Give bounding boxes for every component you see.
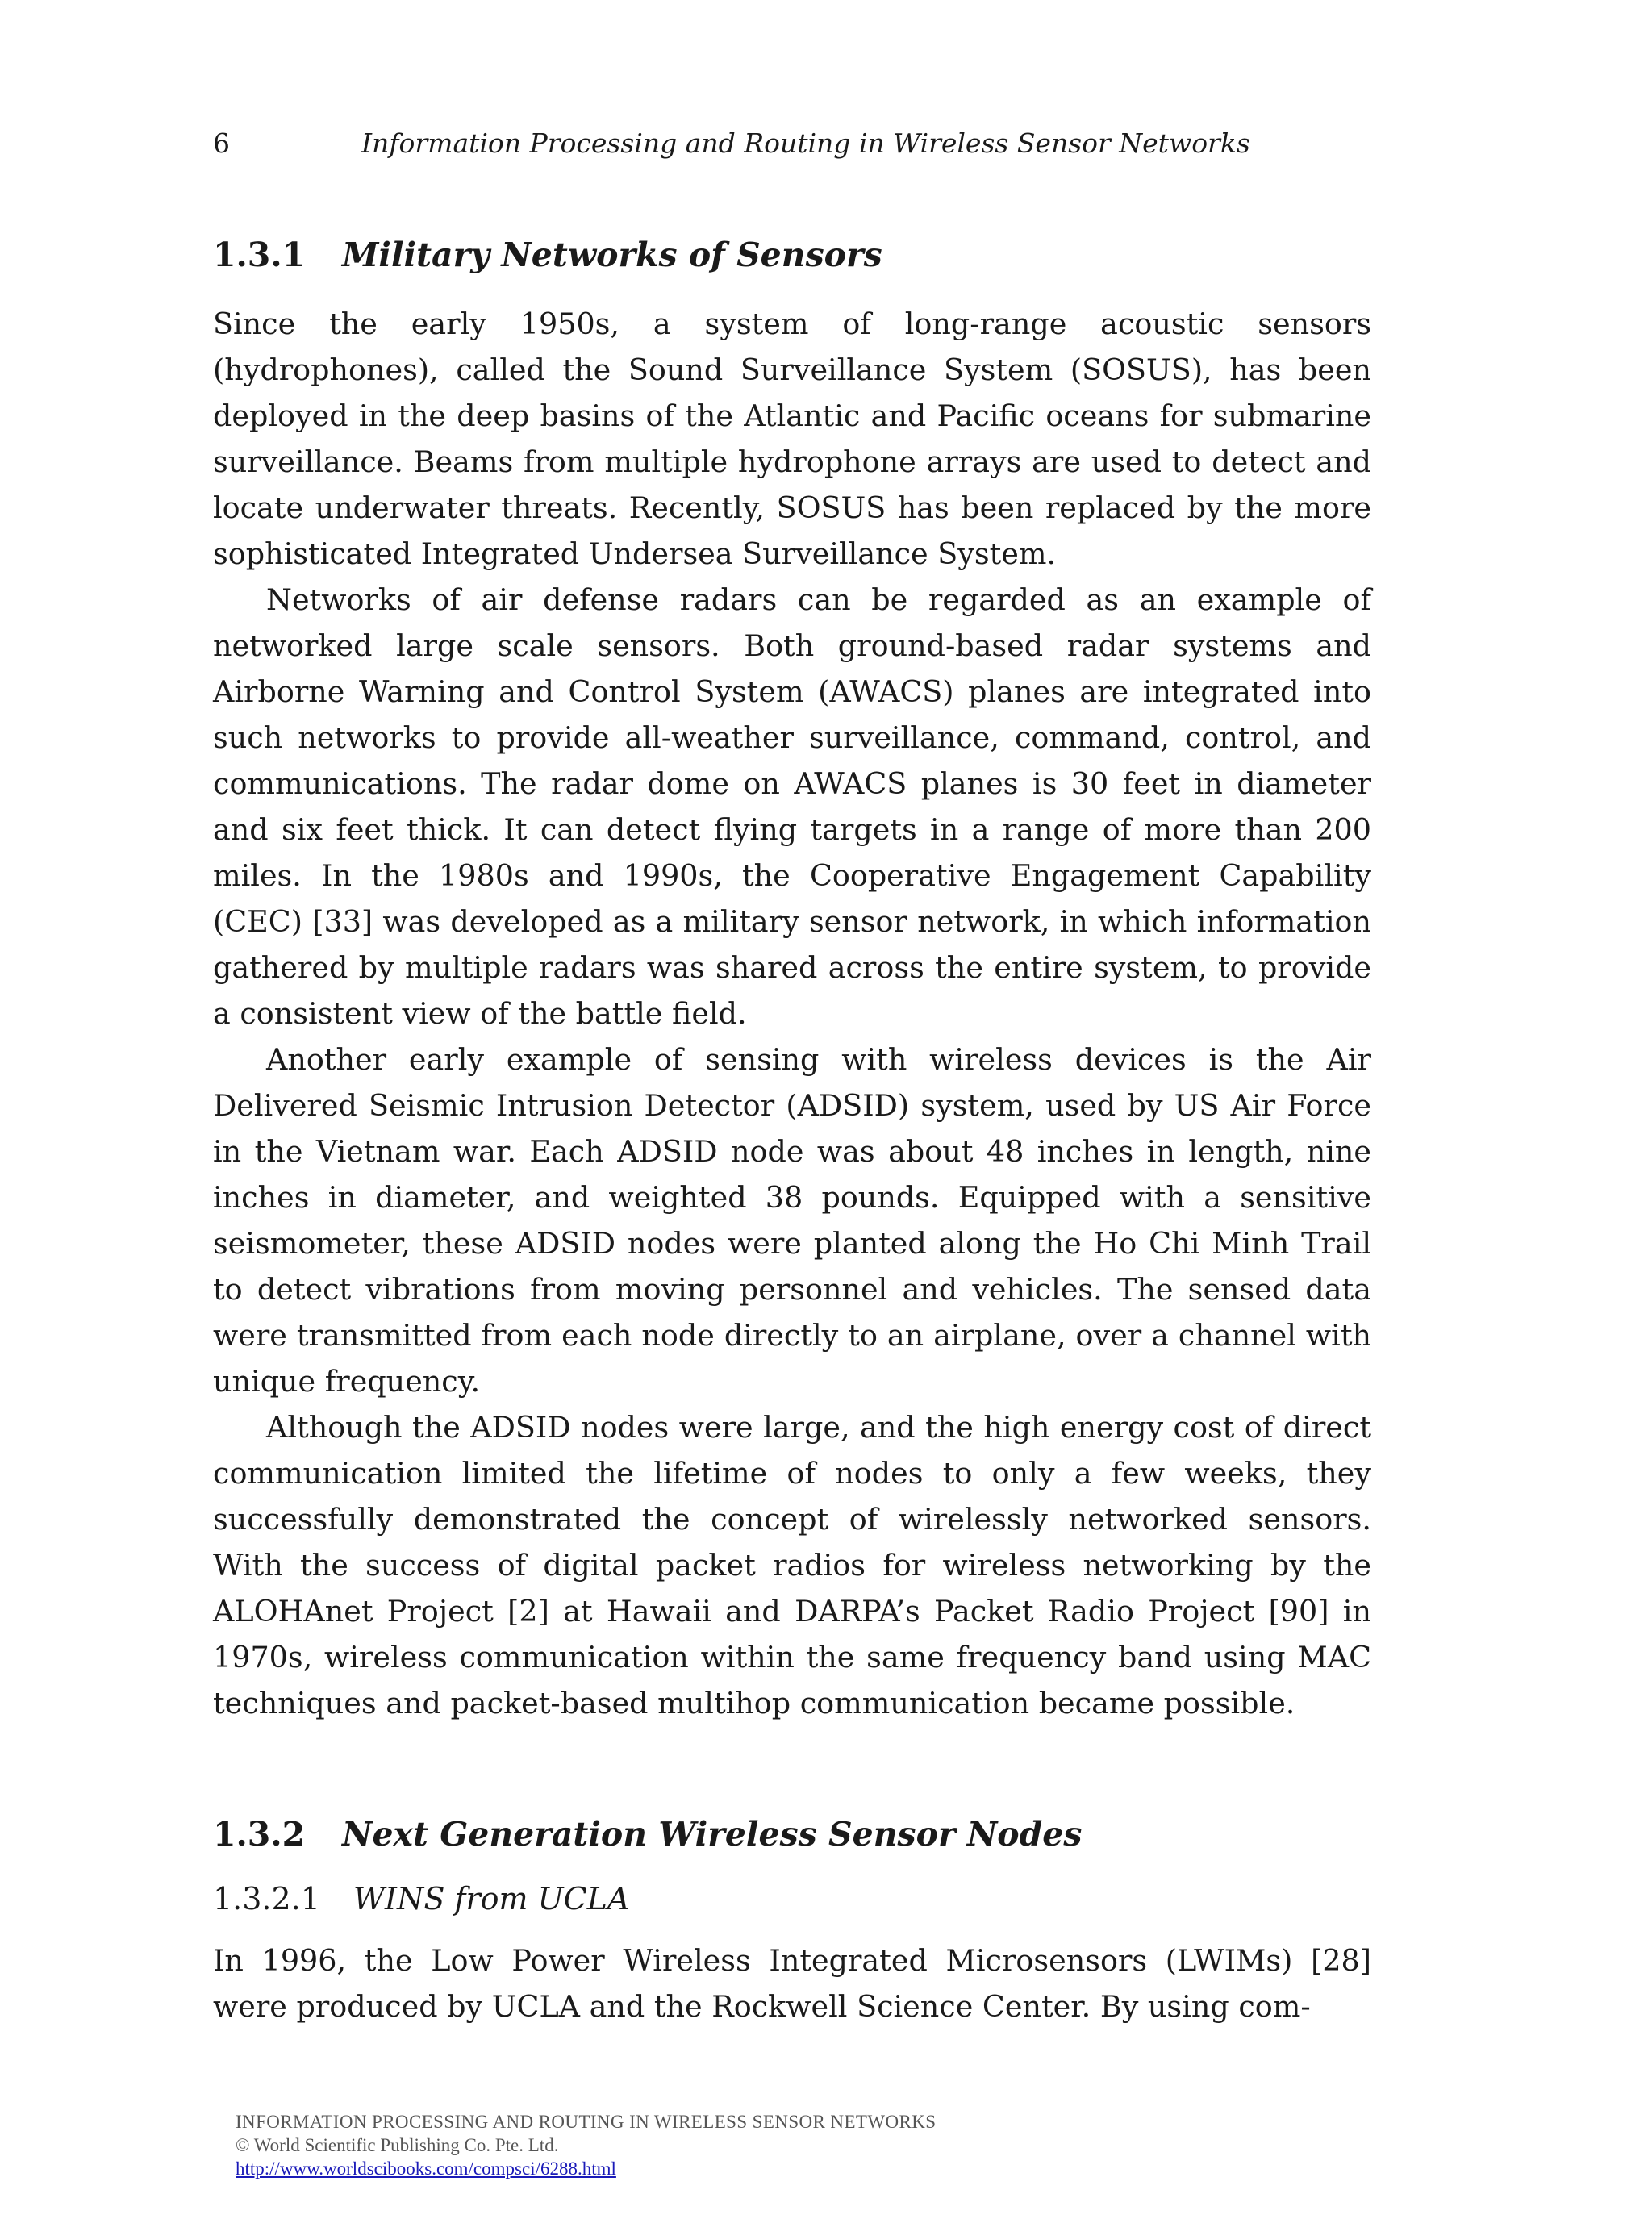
subsection-number: 1.3.2.1 xyxy=(213,1880,320,1916)
subsection-heading-wins xyxy=(213,1881,1371,1916)
section-number: 1.3.2 xyxy=(213,1815,306,1854)
section-spacer xyxy=(213,1726,1371,1813)
footer-copyright: © World Scientific Publishing Co. Pte. Ltd. xyxy=(236,2135,559,2155)
section-title: Next Generation Wireless Sensor Nodes xyxy=(342,1815,1083,1854)
page-body xyxy=(213,234,1371,2029)
paragraph-sosus: Since the early 1950s, a system of long-range acoustic sensors (hydrophones), called the Sound Surveillance System (SOSUS), has been deployed in the deep basins of the Atlantic and Pacific oceans for submarine surveillance. Beams from multiple hydrophone arrays are used to detect and locate underwater threats. Recently, SOSUS has been replaced by the more sophisticated Integrated Undersea Surveillance System. xyxy=(213,307,1371,572)
paragraph-adsid: Another early example of sensing with wireless devices is the Air Delivered Seismic Intrusion Detector (ADSID) system, used by US Air Force in the Vietnam war. Each ADSID node was about 48 inches in length, nine inches in diameter, and weighted 38 pounds. Equipped with a sensitive seismometer, these ADSID nodes were planted along the Ho Chi Minh Trail to detect vibrations from moving personnel and vehicles. The sensed data were transmitted from each node directly to an airplane, over a channel with unique frequency. xyxy=(213,1042,1371,1399)
paragraph-packet-radio: Although the ADSID nodes were large, and the high energy cost of direct communication limited the lifetime of nodes to only a few weeks, they successfully demonstrated the concept of wirelessly networked sensors. With the success of digital packet radios for wireless networking by the ALOHAnet Project [2] at Hawaii and DARPA’s Packet Radio Project [90] in 1970s, wireless communication within the same frequency band using MAC techniques and packet-based multihop communication became possible. xyxy=(213,1410,1371,1721)
section-title: Military Networks of Sensors xyxy=(342,236,882,274)
page-number: 6 xyxy=(213,127,230,159)
section-heading-military-networks xyxy=(213,234,1371,277)
footer-link[interactable]: http://www.worldscibooks.com/compsci/6288.html xyxy=(236,2158,616,2179)
running-title: Information Processing and Routing in Wireless Sensor Networks xyxy=(361,127,1250,159)
running-head xyxy=(213,127,1371,168)
publisher-footer xyxy=(236,2110,936,2180)
footer-book-title: INFORMATION PROCESSING AND ROUTING IN WIRELESS SENSOR NETWORKS xyxy=(236,2112,937,2132)
paragraph-lwim: In 1996, the Low Power Wireless Integrated Microsensors (LWIMs) [28] were produced by UCLA and the Rockwell Science Center. By using com- xyxy=(213,1942,1371,2024)
section-heading-next-generation xyxy=(213,1813,1371,1856)
section-number: 1.3.1 xyxy=(213,236,306,274)
paragraph-air-defense-radars: Networks of air defense radars can be regarded as an example of networked large scale sensors. Both ground-based radar systems and Airborne Warning and Control System (AWACS) planes are integrated into such networks to provide all-weather surveillance, command, control, and communications. The radar dome on AWACS planes is 30 feet in diameter and six feet thick. It can detect flying targets in a range of more than 200 miles. In the 1980s and 1990s, the Cooperative Engagement Capability (CEC) [33] was developed as a military sensor network, in which information gathered by multiple radars was shared across the entire system, to provide a consistent view of the battle field. xyxy=(213,582,1371,1032)
subsection-title: WINS from UCLA xyxy=(353,1880,630,1916)
